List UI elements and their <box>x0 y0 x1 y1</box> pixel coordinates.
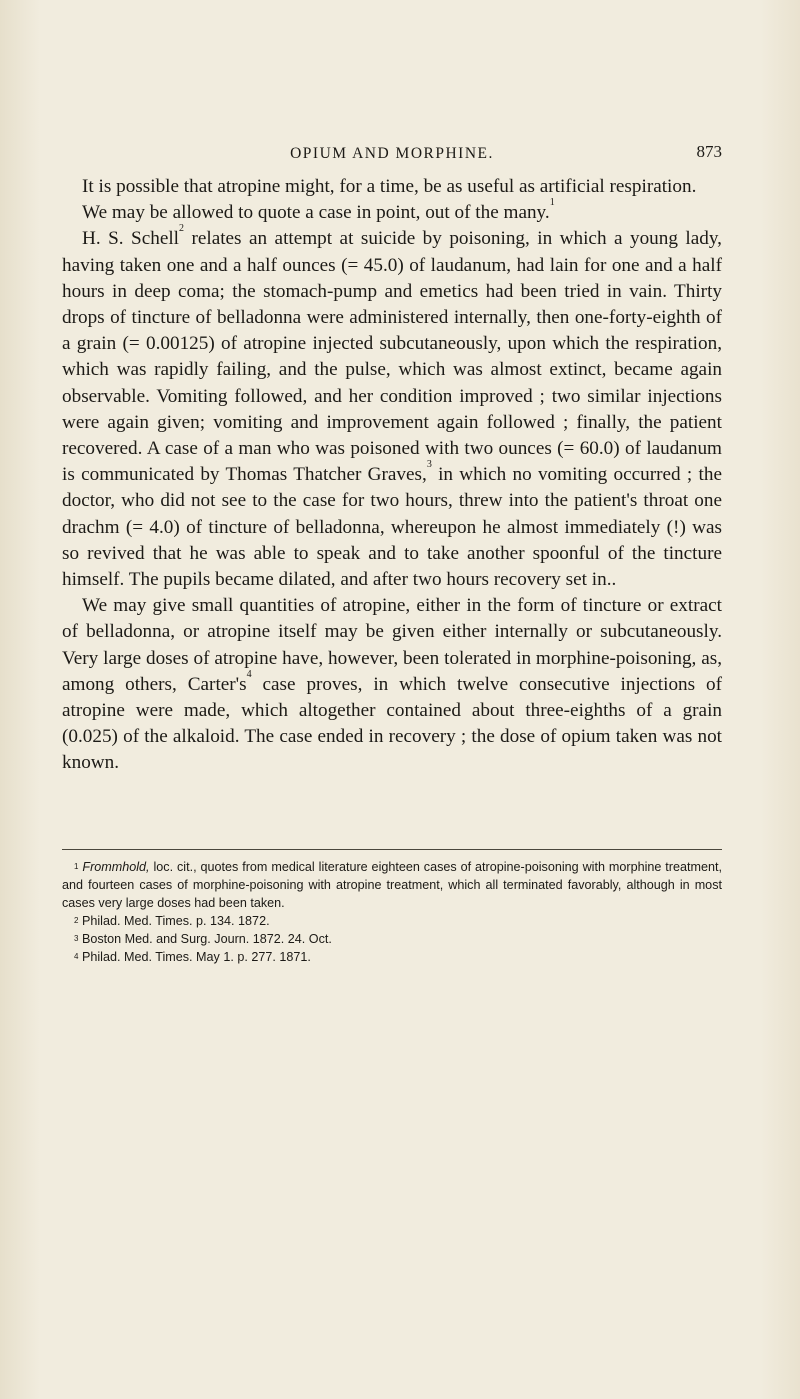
footnote-2 <box>62 912 722 930</box>
paragraph-4 <box>62 593 722 776</box>
footnote-ref-2[interactable]: 2 <box>179 223 184 235</box>
paragraph-2 <box>62 197 722 226</box>
footnote-3-text: Boston Med. and Surg. Journ. 1872. 24. Oct. <box>81 932 332 946</box>
footnote-4 <box>62 948 722 966</box>
footnote-ref-1[interactable]: 1 <box>549 197 555 209</box>
paragraph-3 <box>62 223 722 593</box>
page-number: 873 <box>696 142 722 161</box>
paragraph-1 <box>62 174 722 200</box>
running-title: OPIUM AND MORPHINE. <box>290 145 494 162</box>
footnote-1-mark: 1 <box>74 862 79 871</box>
page-header <box>62 142 722 167</box>
paragraph-3-text: relates an attempt at suicide by poisoning, in which a young lady, having taken one and a half ounces (= 45.0) of laudanum, had lain for one and a half hours in deep coma; the stomach-pump and emetics had been tried in vain. Thirty drops of tincture of belladonna were administered internally, then one-forty-eighth of a grain (= 0.00125) of atropine injected subcutaneously, upon which the respiration, which was rapidly failing, and the pulse, which was almost extinct, became again observable. Vomiting followed, and her condition improved ; two similar injections were again given; vomiting and improvement again followed ; finally, the patient recovered. A case of a man who was poisoned with two ounces (= 60.0) of laudanum is communicated by Thomas Thatcher Graves, <box>62 228 722 486</box>
footnote-4-mark: 4 <box>74 952 79 961</box>
paragraph-2-text: We may be allowed to quote a case in point, out of the many. <box>82 202 550 224</box>
footnote-divider <box>62 849 722 850</box>
footnote-4-text: Philad. Med. Times. May 1. p. 277. 1871. <box>81 950 311 964</box>
paragraph-1-text: It is possible that atropine might, for a time, be as useful as artificial respiration. <box>82 176 697 197</box>
footnote-ref-4[interactable]: 4 <box>246 668 252 680</box>
footnote-1 <box>62 858 722 912</box>
paragraph-3-author: H. S. Schell <box>82 228 179 250</box>
footnote-1-text: loc. cit., quotes from medical literature eighteen cases of atropine-poisoning with morphine treatment, and fourteen cases of morphine-poisoning with atropine treatment, which all terminated favorably, although in most cases very large doses had been taken. <box>62 860 722 910</box>
footnote-2-text: Philad. Med. Times. p. 134. 1872. <box>81 914 270 928</box>
paragraph-3-text-cont: in which no vomiting occurred ; the doctor, who did not see to the case for two hours, threw into the patient's throat one drachm (= 4.0) of tincture of belladonna, whereupon he almost immediately (!) was so revived that he was able to speak and to take another spoonful of the tincture himself. The pupils became dilated, and after two hours recovery set in.. <box>62 464 722 591</box>
footnote-1-author: Frommhold, <box>82 860 150 874</box>
paragraph-4-text-cont: case proves, in which twelve consecutive injections of atropine were made, which altogether contained about three-eighths of a grain (0.025) of the alkaloid. The case ended in recovery ; the dose of opium taken was not known. <box>62 673 722 774</box>
footnote-ref-3[interactable]: 3 <box>426 459 432 471</box>
footnote-2-mark: 2 <box>74 916 79 925</box>
footnote-3 <box>62 930 722 948</box>
footnotes <box>62 858 722 966</box>
main-text <box>62 174 722 777</box>
footnote-3-mark: 3 <box>74 934 79 943</box>
paragraph-4-text: We may give small quantities of atropine, either in the form of tincture or extract of belladonna, or atropine itself may be given either internally or subcutaneously. Very large doses of atropine have, however, been tolerated in morphine-poisoning, as, among others, Carter's <box>62 595 722 695</box>
